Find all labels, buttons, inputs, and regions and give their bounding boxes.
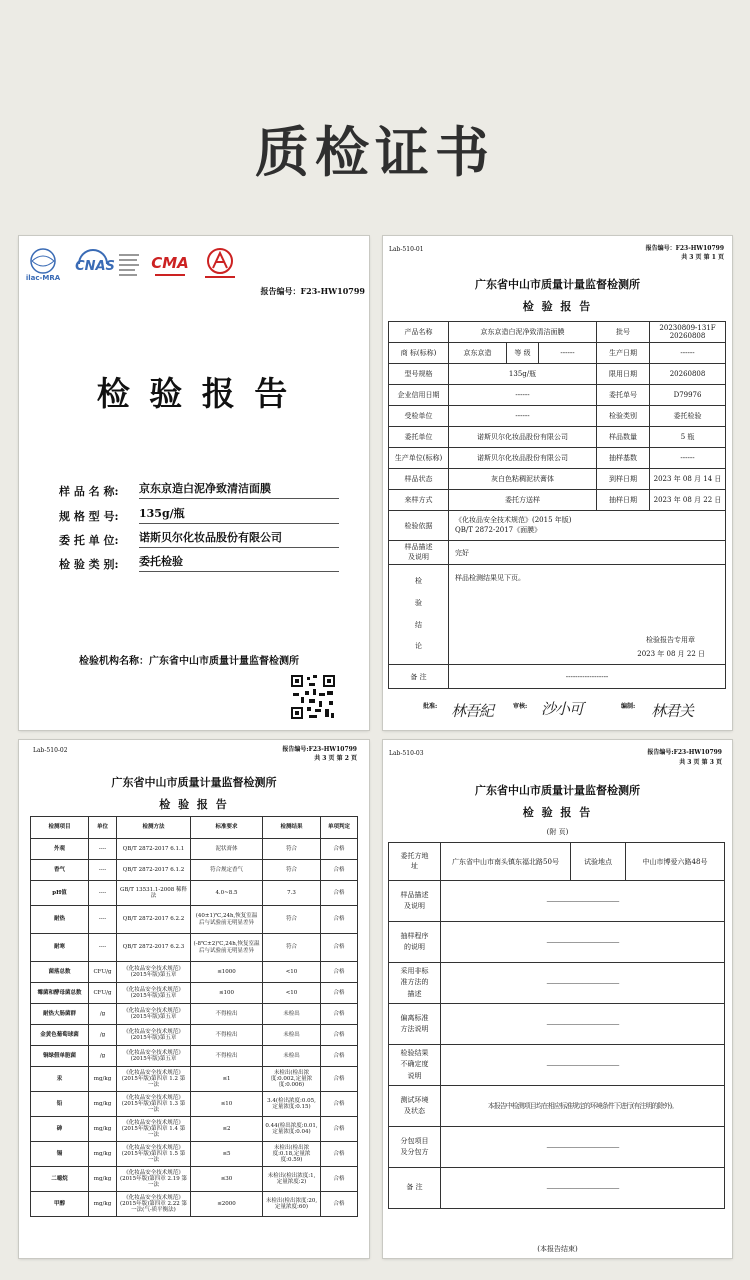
cell-req: ≤2000 bbox=[191, 1192, 263, 1217]
cell-method: 《化妆品安全技术规范》(2015年版)第四章 1.4 第一法 bbox=[117, 1117, 191, 1142]
cell-item: 耐寒 bbox=[31, 934, 89, 962]
report-page-1 bbox=[383, 236, 732, 730]
lab-code: Lab-510-01 bbox=[389, 246, 424, 253]
cell-judge: 合格 bbox=[321, 1167, 358, 1192]
table-row bbox=[31, 1067, 358, 1092]
cell-value: 20230809-131F 20260808 bbox=[650, 322, 726, 343]
label-char: 论 bbox=[415, 642, 422, 651]
report-cover-sheet bbox=[19, 236, 369, 730]
cell-res: 未检出 bbox=[263, 1046, 321, 1067]
table-row bbox=[31, 881, 358, 906]
label-char: 验 bbox=[415, 598, 422, 607]
cma-logo bbox=[149, 246, 191, 282]
cell-value: 20260808 bbox=[650, 364, 726, 385]
cell-method: 《化妆品安全技术规范》(2015年版)第四章 2.22 第一法(气-质平衡法) bbox=[117, 1192, 191, 1217]
cell-value: ------ bbox=[449, 385, 597, 406]
report-info-table bbox=[388, 321, 726, 689]
cell-unit: mg/kg bbox=[89, 1117, 117, 1142]
cell-res: 3.4(检出浓度:0.05,定量浓度:0.15) bbox=[263, 1092, 321, 1117]
cell-value: 本报告中检测项目均在相应标准规定的环境条件下进行(有注明的除外)。 bbox=[441, 1086, 725, 1127]
cell-judge: 合格 bbox=[321, 1117, 358, 1142]
cell-res: 未检出(检出浓度:0.002,定量浓度:0.006) bbox=[263, 1067, 321, 1092]
cell-label: 样品数量 bbox=[597, 427, 650, 448]
lab-code: Lab-510-03 bbox=[389, 750, 424, 757]
cell-value: 135g/瓶 bbox=[449, 364, 597, 385]
cell-res: 符合 bbox=[263, 906, 321, 934]
cell-judge: 合格 bbox=[321, 906, 358, 934]
cell-judge: 合格 bbox=[321, 881, 358, 906]
cell-unit: mg/kg bbox=[89, 1092, 117, 1117]
cell-unit: ---- bbox=[89, 934, 117, 962]
cell-label: 样品描述及说明 bbox=[389, 881, 441, 922]
report-title: 检 验 报 告 bbox=[96, 374, 292, 413]
org-name: 广东省中山市质量计量监督检测所 bbox=[111, 776, 277, 789]
cell-req: 不得检出 bbox=[191, 1025, 263, 1046]
table-row bbox=[31, 1167, 358, 1192]
review-signature: 沙小可 bbox=[541, 700, 584, 718]
table-row bbox=[389, 881, 725, 922]
table-row bbox=[31, 1092, 358, 1117]
cell-method: 《化妆品安全技术规范》(2015年版)第五章 bbox=[117, 983, 191, 1004]
cell-label: 限用日期 bbox=[597, 364, 650, 385]
field-value: 135g/瓶 bbox=[139, 505, 339, 524]
field-value: 委托检验 bbox=[139, 553, 339, 572]
report-page-3 bbox=[383, 740, 732, 1258]
cell-res: <10 bbox=[263, 983, 321, 1004]
table-row bbox=[31, 860, 358, 881]
cell-method: QB/T 2872-2017 6.2.3 bbox=[117, 934, 191, 962]
table-row bbox=[31, 1192, 358, 1217]
cell-item: 甲醇 bbox=[31, 1192, 89, 1217]
compile-label: 编制: bbox=[621, 703, 636, 710]
field-label: 样 品 名 称: bbox=[59, 485, 119, 498]
table-row bbox=[389, 1127, 725, 1168]
cell-item: 汞 bbox=[31, 1067, 89, 1092]
report-page-2 bbox=[19, 740, 369, 1258]
org-name: 广东省中山市质量计量监督检测所 bbox=[475, 784, 640, 797]
cover-field bbox=[59, 524, 339, 548]
table-row bbox=[389, 922, 725, 963]
basis-line: QB/T 2872-2017《面膜》 bbox=[455, 525, 542, 534]
appendix-table bbox=[388, 842, 725, 1209]
table-row bbox=[31, 1025, 358, 1046]
report-title: 检 验 报 告 bbox=[159, 798, 229, 811]
cell-value: ———————————— bbox=[441, 1045, 725, 1086]
cell-value: ------ bbox=[650, 343, 726, 364]
cell-unit: /g bbox=[89, 1025, 117, 1046]
cell-item: 金黄色葡萄球菌 bbox=[31, 1025, 89, 1046]
cell-label: 试验地点 bbox=[571, 843, 626, 881]
cover-field bbox=[59, 548, 339, 572]
cell-label: 检验类别 bbox=[597, 406, 650, 427]
cell-value: ———————————— bbox=[441, 881, 725, 922]
cell-label: 分包项目及分包方 bbox=[389, 1127, 441, 1168]
label-char: 结 bbox=[415, 620, 422, 629]
cell-res: 0.44(检出浓度:0.01,定量浓度:0.04) bbox=[263, 1117, 321, 1142]
cell-req: ≤2 bbox=[191, 1117, 263, 1142]
cell-label: 检验依据 bbox=[389, 511, 449, 541]
cell-judge: 合格 bbox=[321, 983, 358, 1004]
cell-res: 未检出(检出浓度:20,定量浓度:60) bbox=[263, 1192, 321, 1217]
cnas-logo bbox=[71, 246, 141, 282]
col-header: 检测项目 bbox=[31, 817, 89, 839]
col-header: 检测结果 bbox=[263, 817, 321, 839]
cell-method: QB/T 2872-2017 6.2.2 bbox=[117, 906, 191, 934]
cell-unit: ---- bbox=[89, 839, 117, 860]
report-end: (本报告结束) bbox=[537, 1245, 578, 1253]
cell-req: 符合规定香气 bbox=[191, 860, 263, 881]
cell-unit: mg/kg bbox=[89, 1167, 117, 1192]
col-header: 单项判定 bbox=[321, 817, 358, 839]
field-label: 检 验 类 别: bbox=[59, 558, 119, 571]
cell-value: 2023 年 08 月 14 日 bbox=[650, 469, 726, 490]
table-row bbox=[31, 962, 358, 983]
qr-code[interactable] bbox=[289, 673, 337, 721]
cell-unit: /g bbox=[89, 1046, 117, 1067]
label-char: 检 bbox=[415, 577, 422, 586]
cell-value: ———————————— bbox=[441, 1168, 725, 1209]
page-count: 共 3 页 第 2 页 bbox=[314, 755, 357, 762]
compile-signature: 林君关 bbox=[651, 702, 694, 720]
cell-label: 等 级 bbox=[507, 343, 539, 364]
cell-res: 未检出(检出浓度:0.18,定量浓度:0.59) bbox=[263, 1142, 321, 1167]
table-row bbox=[389, 1086, 725, 1127]
report-number: 报告编号：F23-HW10799 bbox=[645, 245, 724, 252]
cell-label: 备 注 bbox=[389, 665, 449, 689]
cell-value: 诺斯贝尔化妆品股份有限公司 bbox=[449, 427, 597, 448]
cell-value: ------ bbox=[650, 448, 726, 469]
cell-value: D79976 bbox=[650, 385, 726, 406]
table-row bbox=[31, 983, 358, 1004]
cell-method: GB/T 13531.1-2008 稀释法 bbox=[117, 881, 191, 906]
table-row bbox=[31, 934, 358, 962]
cell-unit: ---- bbox=[89, 906, 117, 934]
cell-item: pH值 bbox=[31, 881, 89, 906]
cell-label: 生产单位(标称) bbox=[389, 448, 449, 469]
cma-mark: CMA bbox=[151, 254, 189, 272]
cell-label: 采用非标准方法的描述 bbox=[389, 963, 441, 1004]
cell-judge: 合格 bbox=[321, 1142, 358, 1167]
cell-label: 抽样程序的说明 bbox=[389, 922, 441, 963]
cell-label: 型号规格 bbox=[389, 364, 449, 385]
cell-item: 铅 bbox=[31, 1092, 89, 1117]
cell-value: ------ bbox=[539, 343, 597, 364]
cell-item: 菌落总数 bbox=[31, 962, 89, 983]
table-row bbox=[31, 906, 358, 934]
cell-unit: ---- bbox=[89, 860, 117, 881]
cell-judge: 合格 bbox=[321, 1046, 358, 1067]
table-row bbox=[31, 1046, 358, 1067]
testing-org: 检验机构名称：广东省中山市质量计量监督检测所 bbox=[79, 656, 299, 667]
cell-item: 外观 bbox=[31, 839, 89, 860]
cell-req: 4.0~8.5 bbox=[191, 881, 263, 906]
report-number: 报告编号:F23-HW10799 bbox=[647, 749, 722, 756]
cell-label: 生产日期 bbox=[597, 343, 650, 364]
cell-label: 商 标(标称) bbox=[389, 343, 449, 364]
table-row bbox=[31, 1142, 358, 1167]
cell-label: 来样方式 bbox=[389, 490, 449, 511]
cell-unit: ---- bbox=[89, 881, 117, 906]
cell-label: 产品名称 bbox=[389, 322, 449, 343]
cover-field bbox=[59, 500, 339, 524]
cal-logo bbox=[199, 246, 241, 282]
cell-value: ———————————— bbox=[441, 963, 725, 1004]
approve-signature: 林吾紀 bbox=[451, 702, 494, 720]
cell-method: 《化妆品安全技术规范》(2015年版)第五章 bbox=[117, 1046, 191, 1067]
cell-label: 受检单位 bbox=[389, 406, 449, 427]
cell-res: 未检出 bbox=[263, 1025, 321, 1046]
cell-value: 2023 年 08 月 22 日 bbox=[650, 490, 726, 511]
cell-label: 委托方地 址 bbox=[389, 843, 441, 881]
review-label: 审核: bbox=[513, 703, 528, 710]
table-row bbox=[389, 1045, 725, 1086]
label-line: 样品描述 bbox=[404, 543, 433, 552]
cell-judge: 合格 bbox=[321, 1192, 358, 1217]
conclusion-label bbox=[389, 565, 449, 665]
cell-item: 铜绿假单胞菌 bbox=[31, 1046, 89, 1067]
cell-value bbox=[449, 511, 726, 541]
conclusion-date: 2023 年 08 月 22 日 bbox=[637, 650, 706, 658]
report-number: 报告编号:F23-HW10799 bbox=[282, 746, 357, 753]
cell-judge: 合格 bbox=[321, 1067, 358, 1092]
field-value: 京东京造白泥净致清洁面膜 bbox=[139, 480, 339, 499]
cell-label bbox=[389, 541, 449, 565]
cell-judge: 合格 bbox=[321, 1025, 358, 1046]
col-header: 检测方法 bbox=[117, 817, 191, 839]
cell-value: 中山市博爱六路48号 bbox=[626, 843, 725, 881]
cell-req: ≤1 bbox=[191, 1067, 263, 1092]
cell-item: 镉 bbox=[31, 1142, 89, 1167]
cell-req: 不得检出 bbox=[191, 1004, 263, 1025]
table-row bbox=[31, 1004, 358, 1025]
cell-value: 京东京造白泥净致清洁面膜 bbox=[449, 322, 597, 343]
col-header: 标准要求 bbox=[191, 817, 263, 839]
field-label: 委 托 单 位: bbox=[59, 534, 119, 547]
page-count: 共 3 页 第 1 页 bbox=[681, 254, 724, 261]
ilac-mark: ilac-MRA bbox=[25, 274, 61, 282]
approve-label: 批准: bbox=[423, 703, 438, 710]
cell-label: 抽样基数 bbox=[597, 448, 650, 469]
cell-method: 《化妆品安全技术规范》(2015年版)第四章 2.19 第一法 bbox=[117, 1167, 191, 1192]
table-row bbox=[389, 1004, 725, 1045]
table-row bbox=[31, 1117, 358, 1142]
cell-res: <10 bbox=[263, 962, 321, 983]
field-value: 诺斯贝尔化妆品股份有限公司 bbox=[139, 529, 339, 548]
cell-req: ≤5 bbox=[191, 1142, 263, 1167]
conclusion-text: 样品检测结果见下页。 bbox=[455, 574, 525, 582]
table-row bbox=[31, 839, 358, 860]
cell-method: 《化妆品安全技术规范》(2015年版)第五章 bbox=[117, 962, 191, 983]
cell-item: 霉菌和酵母菌总数 bbox=[31, 983, 89, 1004]
cell-label: 偏离标准方法说明 bbox=[389, 1004, 441, 1045]
seal-text: 检验报告专用章 bbox=[646, 636, 696, 644]
cell-res: 符合 bbox=[263, 839, 321, 860]
cell-unit: mg/kg bbox=[89, 1142, 117, 1167]
cnas-mark: CNAS bbox=[75, 259, 115, 274]
cell-label: 抽样日期 bbox=[597, 490, 650, 511]
cell-label: 到样日期 bbox=[597, 469, 650, 490]
cell-req: ≤100 bbox=[191, 983, 263, 1004]
cell-judge: 合格 bbox=[321, 860, 358, 881]
cell-unit: mg/kg bbox=[89, 1192, 117, 1217]
cell-value: 5 瓶 bbox=[650, 427, 726, 448]
page-count: 共 3 页 第 3 页 bbox=[679, 759, 722, 766]
cell-method: QB/T 2872-2017 6.1.2 bbox=[117, 860, 191, 881]
cell-value: 委托检验 bbox=[650, 406, 726, 427]
cell-judge: 合格 bbox=[321, 1092, 358, 1117]
label-line: 及说明 bbox=[408, 552, 429, 561]
cell-req: (-8℃±2)℃,24h,恢复室温后与试验前无明显差异 bbox=[191, 934, 263, 962]
cell-method: 《化妆品安全技术规范》(2015年版)第四章 1.5 第一法 bbox=[117, 1142, 191, 1167]
cell-req: ≤10 bbox=[191, 1092, 263, 1117]
cell-judge: 合格 bbox=[321, 934, 358, 962]
cell-label: 委托单位 bbox=[389, 427, 449, 448]
cell-res: 未检出(检出浓度:1,定量浓度:2) bbox=[263, 1167, 321, 1192]
cell-value: 诺斯贝尔化妆品股份有限公司 bbox=[449, 448, 597, 469]
cell-unit: CFU/g bbox=[89, 983, 117, 1004]
cell-value: ------------------ bbox=[449, 665, 726, 689]
cell-judge: 合格 bbox=[321, 1004, 358, 1025]
page-title: 质检证书 bbox=[255, 121, 495, 184]
cell-label: 批号 bbox=[597, 322, 650, 343]
cell-req: ≤1000 bbox=[191, 962, 263, 983]
org-name: 广东省中山市质量计量监督检测所 bbox=[475, 278, 640, 291]
cell-value: 广东省中山市南头镇东福北路50号 bbox=[441, 843, 571, 881]
cell-method: QB/T 2872-2017 6.1.1 bbox=[117, 839, 191, 860]
cell-res: 7.3 bbox=[263, 881, 321, 906]
cell-res: 未检出 bbox=[263, 1004, 321, 1025]
ilac-mra-logo bbox=[23, 246, 63, 282]
cell-label: 检验结果不确定度说明 bbox=[389, 1045, 441, 1086]
cell-label: 企业信用日期 bbox=[389, 385, 449, 406]
cell-item: 砷 bbox=[31, 1117, 89, 1142]
appendix-label: (附 页) bbox=[546, 828, 569, 836]
test-results-table bbox=[30, 816, 358, 1217]
cell-value: ------ bbox=[449, 406, 597, 427]
cell-judge: 合格 bbox=[321, 839, 358, 860]
cover-field-list bbox=[59, 476, 339, 572]
cell-item: 耐热 bbox=[31, 906, 89, 934]
cell-method: 《化妆品安全技术规范》(2015年版)第五章 bbox=[117, 1004, 191, 1025]
cell-req: 不得检出 bbox=[191, 1046, 263, 1067]
cell-label: 委托单号 bbox=[597, 385, 650, 406]
cell-label: 测试环境及状态 bbox=[389, 1086, 441, 1127]
table-row bbox=[389, 1168, 725, 1209]
cell-value: 委托方送样 bbox=[449, 490, 597, 511]
cell-value: 京东京造 bbox=[449, 343, 507, 364]
cell-value: 完好 bbox=[449, 541, 726, 565]
basis-line: 《化妆品安全技术规范》(2015 年版) bbox=[455, 516, 572, 525]
cell-value: ———————————— bbox=[441, 1127, 725, 1168]
cell-judge: 合格 bbox=[321, 962, 358, 983]
cell-label: 样品状态 bbox=[389, 469, 449, 490]
cell-item: 耐热大肠菌群 bbox=[31, 1004, 89, 1025]
report-number: 报告编号：F23-HW10799 bbox=[260, 286, 365, 296]
table-header-row bbox=[31, 817, 358, 839]
field-label: 规 格 型 号: bbox=[59, 510, 119, 523]
cell-method: 《化妆品安全技术规范》(2015年版)第四章 1.3 第一法 bbox=[117, 1092, 191, 1117]
cell-method: 《化妆品安全技术规范》(2015年版)第五章 bbox=[117, 1025, 191, 1046]
cell-req: 泥状膏体 bbox=[191, 839, 263, 860]
cell-method: 《化妆品安全技术规范》(2015年版)第四章 1.2 第一法 bbox=[117, 1067, 191, 1092]
cell-item: 二噁烷 bbox=[31, 1167, 89, 1192]
cell-value: ———————————— bbox=[441, 922, 725, 963]
cover-field bbox=[59, 476, 339, 500]
conclusion-cell bbox=[449, 565, 726, 665]
report-title: 检 验 报 告 bbox=[522, 806, 593, 819]
cell-label: 备 注 bbox=[389, 1168, 441, 1209]
cell-value: ———————————— bbox=[441, 1004, 725, 1045]
report-title: 检 验 报 告 bbox=[522, 300, 593, 313]
lab-code: Lab-510-02 bbox=[33, 747, 68, 754]
cell-req: ≤30 bbox=[191, 1167, 263, 1192]
cell-res: 符合 bbox=[263, 934, 321, 962]
col-header: 单位 bbox=[89, 817, 117, 839]
cell-value: 灰白色粘稠泥状膏体 bbox=[449, 469, 597, 490]
cell-unit: /g bbox=[89, 1004, 117, 1025]
table-row bbox=[389, 963, 725, 1004]
cell-item: 香气 bbox=[31, 860, 89, 881]
cell-res: 符合 bbox=[263, 860, 321, 881]
cell-req: (40±1)℃,24h,恢复室温后与试验前无明显差异 bbox=[191, 906, 263, 934]
cell-unit: CFU/g bbox=[89, 962, 117, 983]
cell-unit: mg/kg bbox=[89, 1067, 117, 1092]
